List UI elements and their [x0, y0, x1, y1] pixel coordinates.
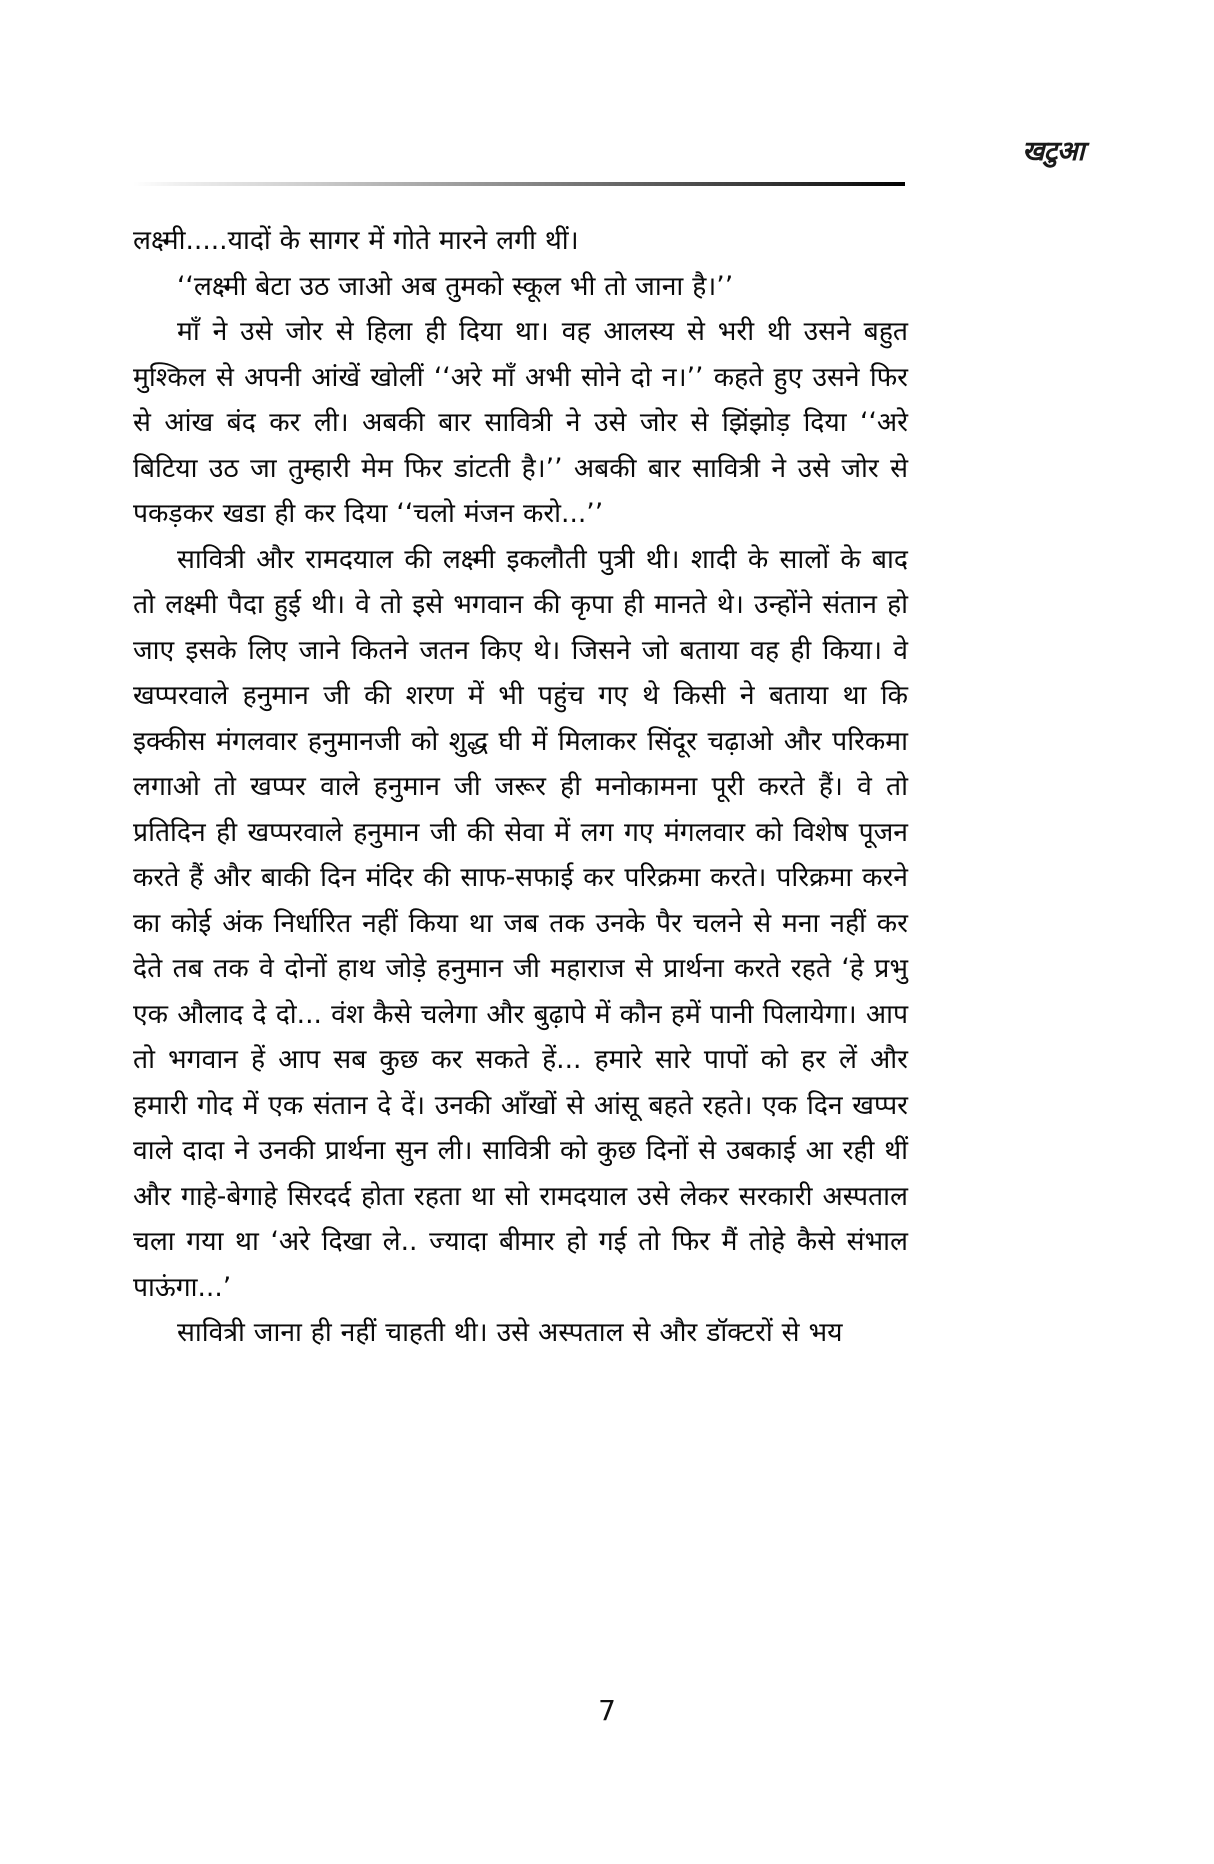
- paragraph: सावित्री जाना ही नहीं चाहती थी। उसे अस्पताल से और डॉक्टरों से भय: [177, 1317, 843, 1348]
- paragraph: लक्ष्मी.....यादों के सागर में गोते मारने लगी थीं।: [133, 225, 579, 256]
- paragraph: माँ ने उसे जोर से हिला ही दिया था। वह आलस्य से भरी थी उसने बहुत मुश्किल से अपनी आंखें खोलीं ‘‘अरे माँ अभी सोने दो न।’’ कहते हुए उसने फिर से आंख बंद कर ली। अबकी बार सावित्री ने उसे जोर से झिंझोड़ दिया ‘‘अरे बिटिया उठ जा तुम्हारी मेम फिर डांटती है।’’ अबकी बार सावित्री ने उसे जोर से पकड़कर खडा ही कर दिया ‘‘चलो मंजन करो...’’: [133, 316, 908, 529]
- paragraph: ‘‘लक्ष्मी बेटा उठ जाओ अब तुमको स्कूल भी तो जाना है।’’: [177, 270, 734, 302]
- header-rule: [133, 182, 905, 186]
- page-number: 7: [598, 1694, 616, 1727]
- running-head: खटुआ: [1022, 136, 1084, 167]
- body-text-column: [133, 218, 908, 1356]
- paragraph: सावित्री और रामदयाल की लक्ष्मी इकलौती पुत्री थी। शादी के सालों के बाद तो लक्ष्मी पैदा हुई थी। वे तो इसे भगवान की कृपा ही मानते थे। उन्होंने संतान हो जाए इसके लिए जाने कितने जतन किए थे। जिसने जो बताया वह ही किया। वे खप्परवाले हनुमान जी की शरण में भी पहुंच गए थे किसी ने बताया था कि इक्कीस मंगलवार हनुमानजी को शुद्ध घी में मिलाकर सिंदूर चढ़ाओ और परिकमा लगाओ तो खप्पर वाले हनुमान जी जरूर ही मनोकामना पूरी करते हैं। वे तो प्रतिदिन ही खप्परवाले हनुमान जी की सेवा में लग गए मंगलवार को विशेष पूजन करते हैं और बाकी दिन मंदिर की साफ-सफाई कर परिक्रमा करते। परिक्रमा करने का कोई अंक निर्धारित नहीं किया था जब तक उनके पैर चलने से मना नहीं कर देते तब तक वे दोनों हाथ जोड़े हनुमान जी महाराज से प्रार्थना करते रहते ‘हे प्रभु एक औलाद दे दो... वंश कैसे चलेगा और बुढ़ापे में कौन हमें पानी पिलायेगा। आप तो भगवान हें आप सब कुछ कर सकते हें... हमारे सारे पापों को हर लें और हमारी गोद में एक संतान दे दें। उनकी आँखों से आंसू बहते रहते। एक दिन खप्पर वाले दादा ने उनकी प्रार्थना सुन ली। सावित्री को कुछ दिनों से उबकाई आ रही थीं और गाहे-बेगाहे सिरदर्द होता रहता था सो रामदयाल उसे लेकर सरकारी अस्पताल चला गया था ‘अरे दिखा ले.. ज्यादा बीमार हो गई तो फिर मैं तोहे कैसे संभाल पाऊंगा...’: [133, 543, 908, 1303]
